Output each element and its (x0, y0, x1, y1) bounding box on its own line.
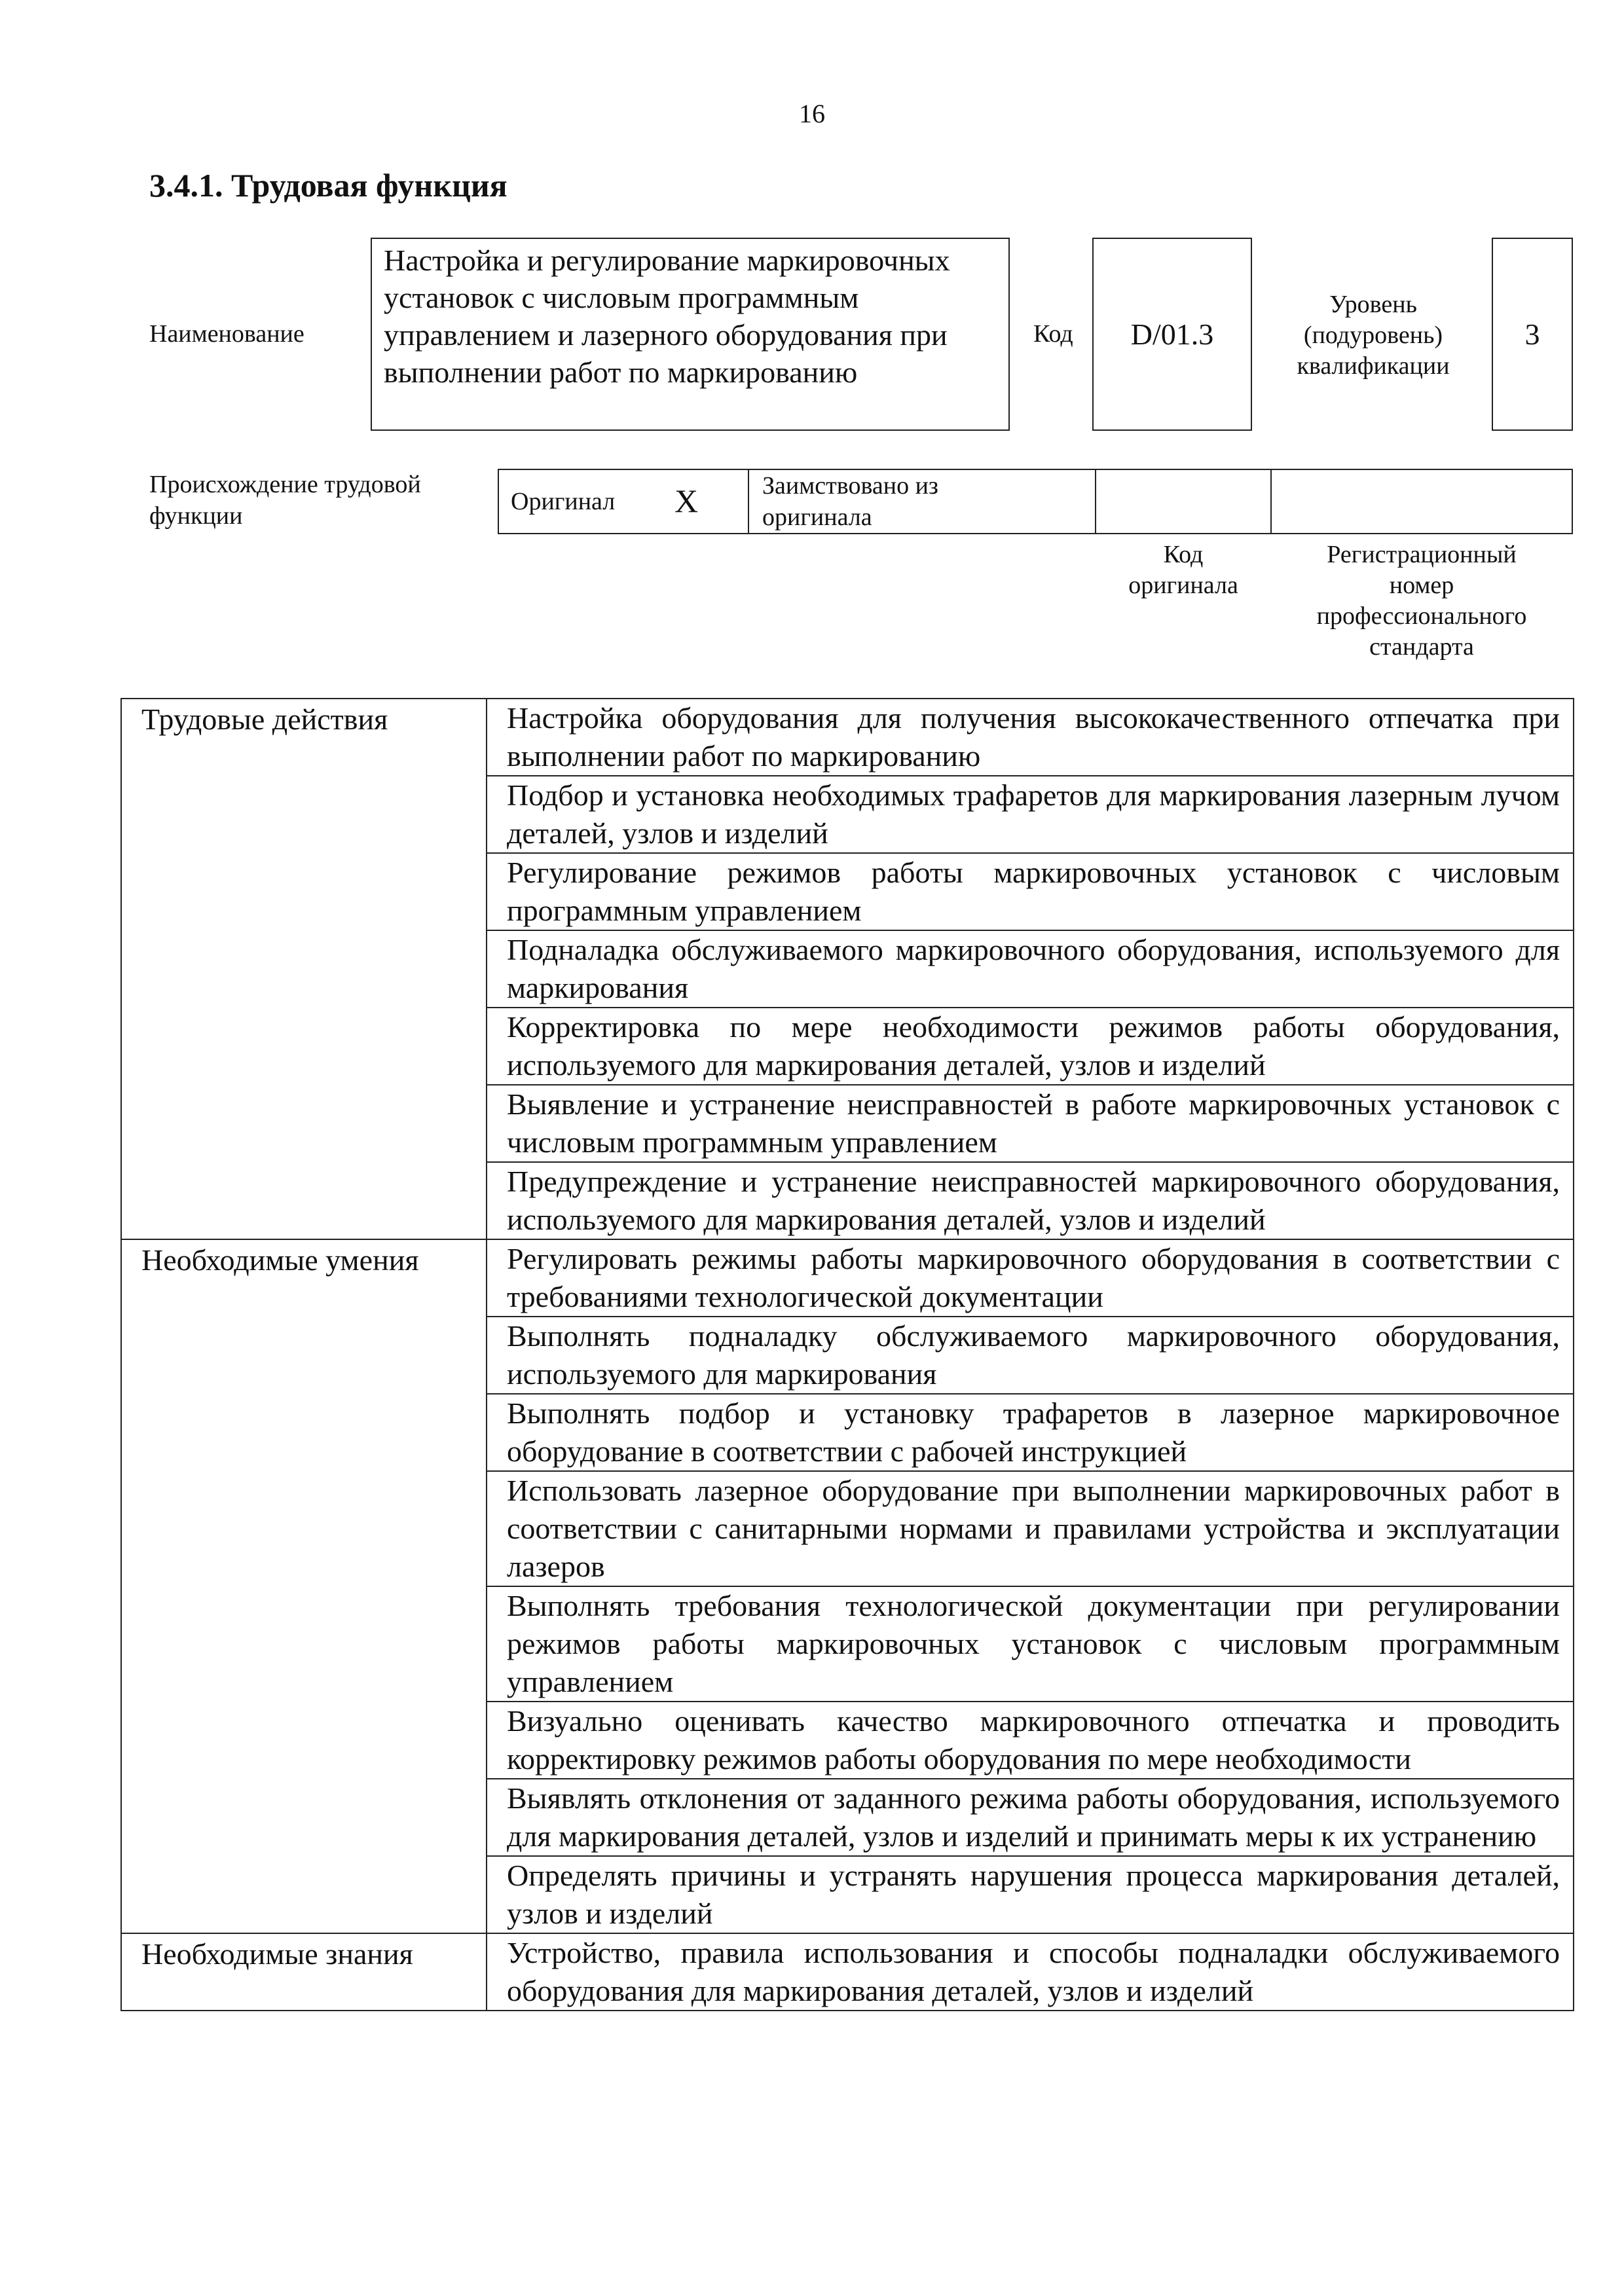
origin-reg-number-cell (1270, 469, 1573, 534)
origin-code-cell (1095, 469, 1272, 534)
skill-item: Определять причины и устранять нарушения процесса маркирования деталей, узлов и изделий (487, 1856, 1574, 1933)
borrowed-label: Заимствовано из оригинала (762, 472, 938, 531)
function-name-value: Настройка и регулирование маркировочных установок с числовым программным управлением и лазерного оборудования при выполнении работ по маркированию (384, 244, 950, 389)
labor-actions-label: Трудовые действия (121, 699, 487, 1239)
skill-item: Выполнять подбор и установку трафаретов в лазерное маркировочное оборудование в соответствии с рабочей инструкцией (487, 1394, 1574, 1471)
page-number: 16 (799, 99, 825, 128)
labor-action-item: Корректировка по мере необходимости режимов работы оборудования, используемого для маркирования деталей, узлов и изделий (487, 1008, 1574, 1085)
labor-action-item: Подбор и установка необходимых трафаретов для маркирования лазерным лучом деталей, узлов и изделий (487, 776, 1574, 853)
labor-action-item: Настройка оборудования для получения высококачественного отпечатка при выполнении работ по маркированию (487, 699, 1574, 776)
level-value: 3 (1524, 318, 1540, 351)
table-row (121, 699, 1574, 776)
name-label: Наименование (149, 320, 304, 348)
skill-item: Выполнять подналадку обслуживаемого маркировочного оборудования, используемого для маркирования (487, 1317, 1574, 1394)
labor-action-item: Выявление и устранение неисправностей в работе маркировочных установок с числовым программным управлением (487, 1085, 1574, 1162)
skill-item: Визуально оценивать качество маркировочного отпечатка и проводить корректировку режимов работы оборудования по мере необходимости (487, 1702, 1574, 1779)
origin-label: Происхождение трудовой функции (149, 471, 421, 530)
code-box (1092, 238, 1252, 431)
labor-action-item: Предупреждение и устранение неисправностей маркировочного оборудования, используемого для маркирования деталей, узлов и изделий (487, 1162, 1574, 1239)
skill-item: Использовать лазерное оборудование при выполнении маркировочных работ в соответствии с санитарными нормами и правилами устройства и эксплуатации лазеров (487, 1471, 1574, 1586)
origin-row (498, 469, 1573, 534)
reg-number-caption: Регистрационный номер профессионального стандарта (1316, 541, 1527, 661)
requirements-table (120, 698, 1574, 2011)
labor-action-item: Подналадка обслуживаемого маркировочного оборудования, используемого для маркирования (487, 930, 1574, 1008)
skill-item: Регулировать режимы работы маркировочного оборудования в соответствии с требованиями технологической документации (487, 1239, 1574, 1317)
table-row (121, 1933, 1574, 2011)
skill-item: Выполнять требования технологической документации при регулировании режимов работы маркировочных установок с числовым программным управлением (487, 1586, 1574, 1702)
original-mark: X (674, 483, 699, 519)
code-original-caption: Код оригинала (1128, 541, 1238, 599)
function-name-box (371, 238, 1010, 431)
knowledge-label: Необходимые знания (121, 1933, 487, 2011)
level-label: Уровень (подуровень) квалификации (1297, 291, 1450, 380)
code-label: Код (1033, 320, 1073, 348)
section-title: 3.4.1. Трудовая функция (149, 167, 507, 204)
table-row (121, 1239, 1574, 1317)
labor-action-item: Регулирование режимов работы маркировочных установок с числовым программным управлением (487, 853, 1574, 930)
skills-label: Необходимые умения (121, 1239, 487, 1933)
origin-original-cell (498, 469, 749, 534)
code-value: D/01.3 (1130, 318, 1214, 351)
original-label: Оригинал (511, 488, 616, 515)
knowledge-item: Устройство, правила использования и способы подналадки обслуживаемого оборудования для маркирования деталей, узлов и изделий (487, 1933, 1574, 2011)
level-box (1492, 238, 1573, 431)
skill-item: Выявлять отклонения от заданного режима работы оборудования, используемого для маркирования деталей, узлов и изделий и принимать меры к их устранению (487, 1779, 1574, 1856)
origin-borrowed-cell (748, 469, 1096, 534)
